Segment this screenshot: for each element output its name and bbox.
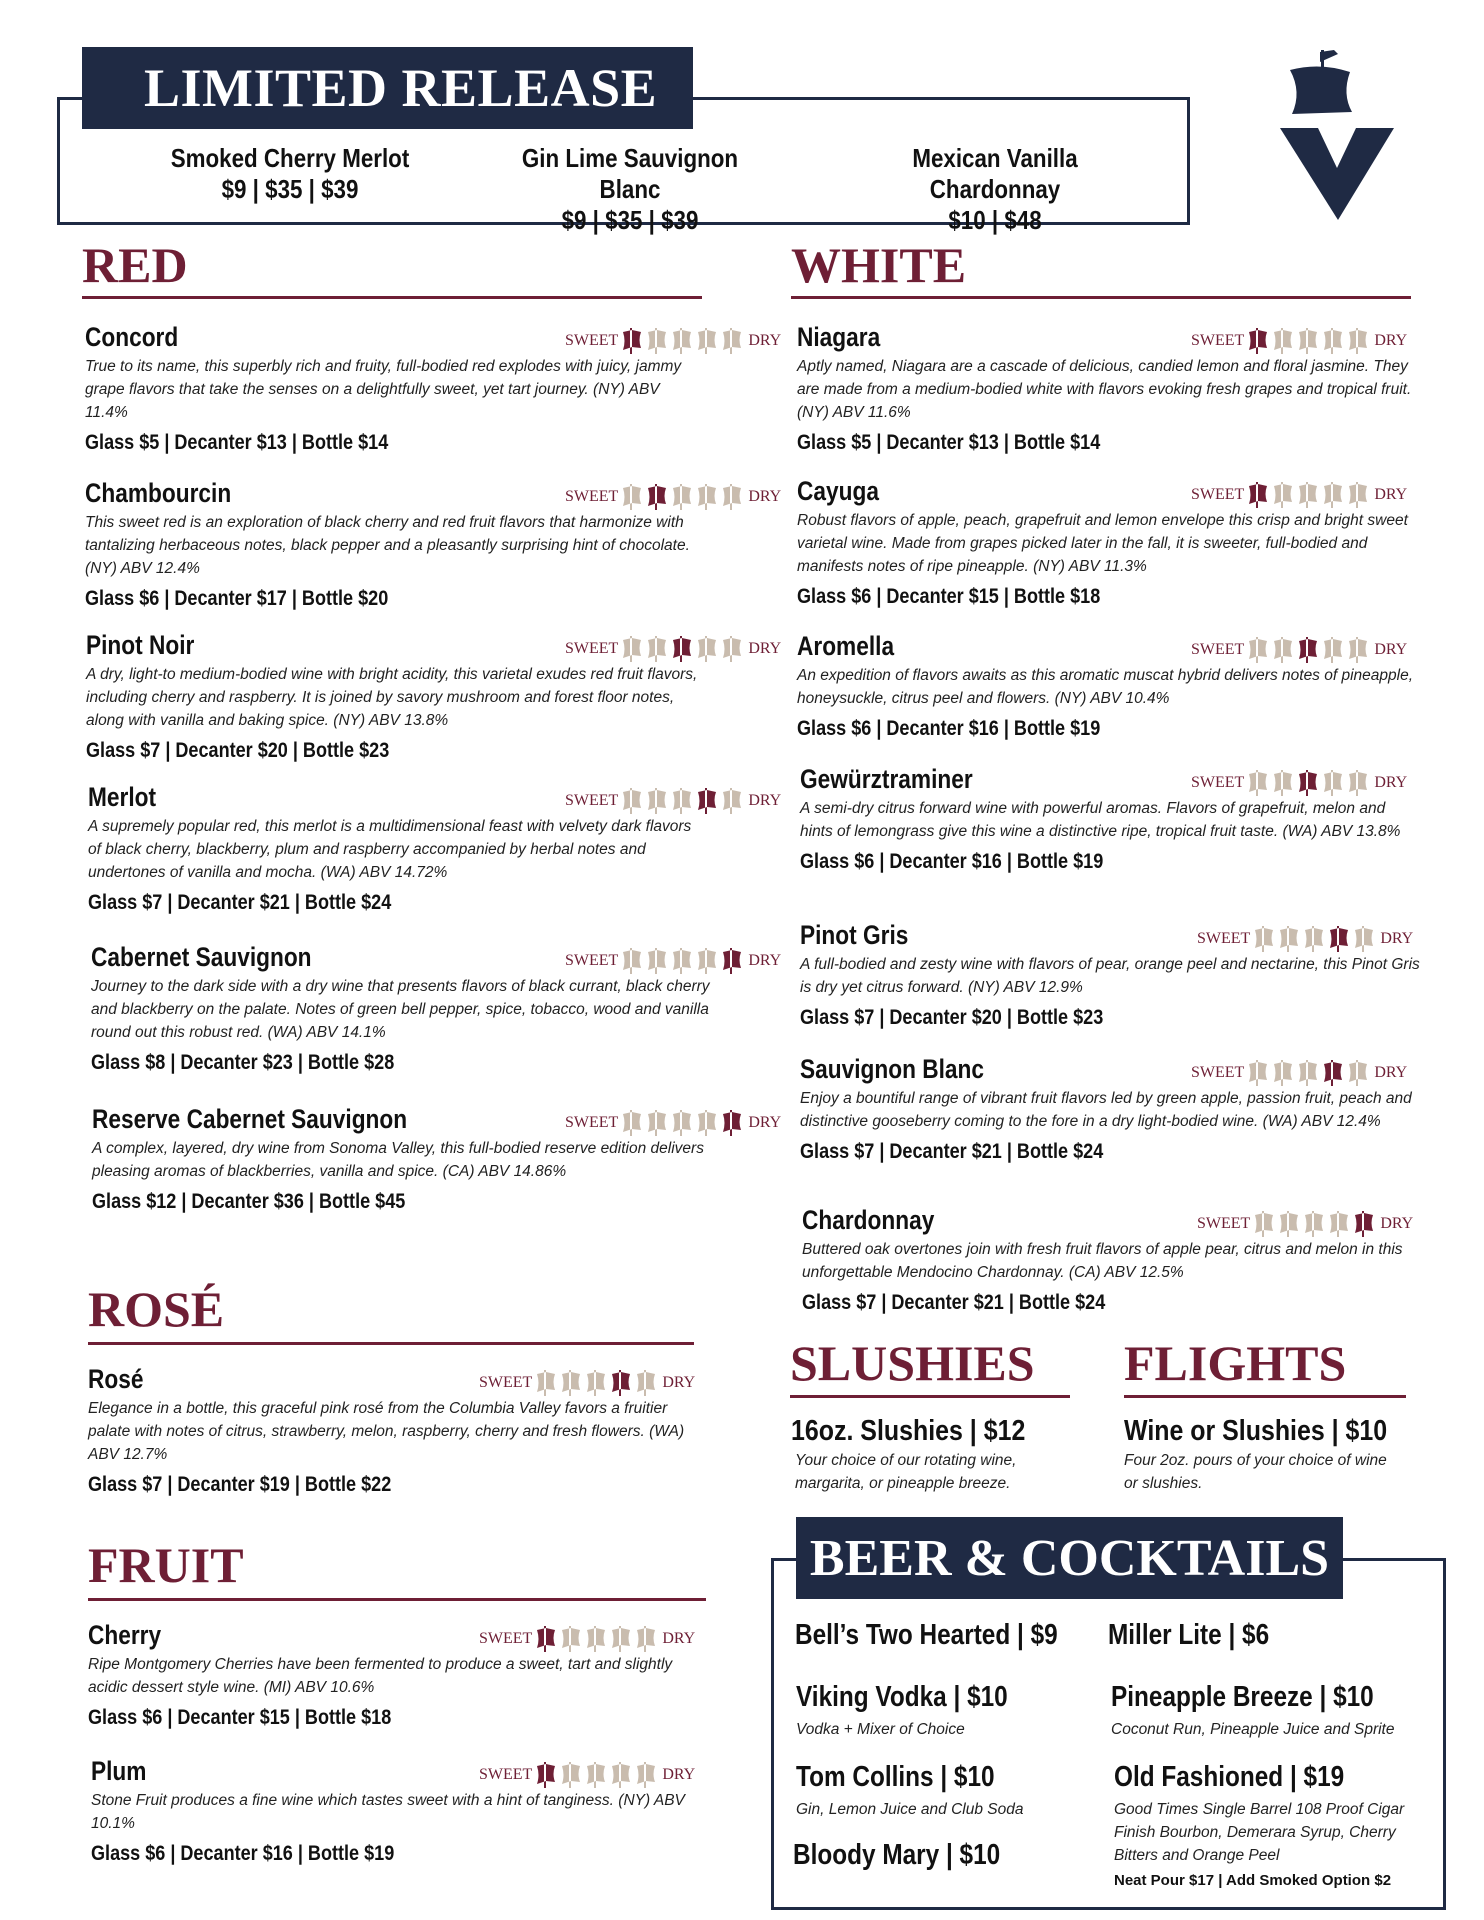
- limited-item-name: Mexican Vanilla Chardonnay: [912, 143, 1078, 204]
- sweetness-flag-icon: [620, 948, 644, 974]
- sweetness-flag-icon: [1271, 1060, 1295, 1086]
- sweetness-flag-active-icon: [1327, 926, 1351, 952]
- sweetness-flags: [620, 484, 745, 510]
- sweet-label: SWEET: [565, 332, 619, 349]
- sweetness-flag-icon: [1246, 1060, 1270, 1086]
- sweetness-flag-icon: [534, 1370, 558, 1396]
- dry-label: DRY: [1374, 774, 1408, 791]
- wine-price: Glass $6 | Decanter $15 | Bottle $18: [88, 1706, 392, 1729]
- dry-label: DRY: [1380, 1215, 1414, 1232]
- sweet-label: SWEET: [1191, 486, 1245, 503]
- bc-item-bells: [795, 1618, 1108, 1652]
- sweetness-flag-icon: [620, 788, 644, 814]
- sweetness-flag-active-icon: [695, 788, 719, 814]
- wine-description: A supremely popular red, this merlot is a multidimensional feast with velvety dark flavors of black cherry, blackberry, plum and raspberry accompanied by herbal notes and undertones of vanilla and mocha. (WA) ABV 14.72%: [88, 818, 692, 881]
- sweetness-flags: [1252, 926, 1377, 952]
- wine-description: Robust flavors of apple, peach, grapefruit and lemon envelope this crisp and bright sweet varietal wine. Made from grapes picked later in the fall, it is sweeter, full-bodied and manifests notes of ripe pineapple. (NY) ABV 11.3%: [797, 512, 1408, 575]
- bc-item-desc: Gin, Lemon Juice and Club Soda: [796, 1801, 1024, 1818]
- dry-label: DRY: [748, 332, 782, 349]
- sweet-label: SWEET: [1191, 641, 1245, 658]
- sweetness-flags: [620, 948, 745, 974]
- sweetness-flags: [620, 788, 745, 814]
- sweetness-scale: [565, 328, 781, 354]
- wine-name: Concord: [85, 322, 179, 352]
- sweetness-flags: [534, 1762, 659, 1788]
- limited-item-price: $9 | $35 | $39: [221, 174, 359, 204]
- bc-item-name: Bloody Mary | $10: [793, 1839, 1001, 1871]
- sweetness-scale: [479, 1370, 695, 1396]
- sweetness-flag-icon: [670, 1110, 694, 1136]
- fruit-section-rule: [88, 1598, 706, 1601]
- wine-price: Glass $7 | Decanter $19 | Bottle $22: [88, 1473, 392, 1496]
- sweet-label: SWEET: [565, 792, 619, 809]
- sweetness-flag-active-icon: [1296, 637, 1320, 663]
- limited-item-3: [853, 143, 1137, 236]
- sweet-label: SWEET: [1191, 774, 1245, 791]
- sweetness-flags: [620, 636, 745, 662]
- rose-section-title: ROSÉ: [88, 1281, 225, 1337]
- sweetness-flag-icon: [645, 328, 669, 354]
- bc-item-name: Viking Vodka | $10: [796, 1681, 1008, 1713]
- sweetness-flag-icon: [1246, 637, 1270, 663]
- viking-ship-logo-icon: [1280, 48, 1394, 220]
- wine-name: Cherry: [88, 1620, 162, 1650]
- dry-label: DRY: [1374, 486, 1408, 503]
- dry-label: DRY: [1380, 930, 1414, 947]
- sweetness-scale: [479, 1762, 695, 1788]
- sweetness-flags: [620, 328, 745, 354]
- sweetness-flag-active-icon: [720, 948, 744, 974]
- wine-item: [85, 476, 782, 613]
- sweetness-flags: [1246, 482, 1371, 508]
- wine-name: Aromella: [797, 631, 895, 661]
- sweetness-flag-icon: [670, 948, 694, 974]
- bc-item-name: Tom Collins | $10: [796, 1761, 995, 1793]
- sweetness-flag-icon: [645, 948, 669, 974]
- sweetness-flag-icon: [1246, 770, 1270, 796]
- wine-item: [92, 1102, 782, 1216]
- sweetness-flag-icon: [1296, 1060, 1320, 1086]
- sweetness-flags: [1246, 770, 1371, 796]
- dry-label: DRY: [748, 952, 782, 969]
- wine-name: Sauvignon Blanc: [800, 1054, 984, 1084]
- sweetness-flag-icon: [620, 484, 644, 510]
- sweetness-scale: [1197, 926, 1413, 952]
- wine-description: A semi-dry citrus forward wine with powerful aromas. Flavors of grapefruit, melon and hints of lemongrass give this wine a distinctive ripe, tropical fruit taste. (WA) ABV 13.8%: [800, 800, 1401, 840]
- wine-description: Aptly named, Niagara are a cascade of delicious, candied lemon and floral jasmine. They are made from a medium-bodied white with flavors evoking fresh grapes and tropical fruit. (NY) ABV 11.6%: [797, 358, 1412, 421]
- sweetness-flag-active-icon: [1246, 328, 1270, 354]
- wine-item: [85, 320, 782, 457]
- sweetness-flag-icon: [720, 788, 744, 814]
- sweet-label: SWEET: [1197, 930, 1251, 947]
- wine-price: Glass $5 | Decanter $13 | Bottle $14: [85, 431, 389, 454]
- sweetness-flag-active-icon: [534, 1626, 558, 1652]
- sweet-label: SWEET: [479, 1766, 533, 1783]
- red-section-rule: [82, 296, 702, 299]
- sweetness-flag-active-icon: [1321, 1060, 1345, 1086]
- sweetness-flag-icon: [1346, 482, 1370, 508]
- wine-description: A dry, light-to medium-bodied wine with bright acidity, this varietal exudes red fruit flavors, including cherry and raspberry. It is joined by savory mushroom and forest floor notes, along with vanilla and baking spice. (NY) ABV 13.8%: [86, 666, 698, 729]
- sweetness-flag-icon: [1302, 926, 1326, 952]
- white-section-rule: [791, 296, 1411, 299]
- sweetness-flag-icon: [1252, 1211, 1276, 1237]
- sweet-label: SWEET: [565, 1114, 619, 1131]
- dry-label: DRY: [748, 792, 782, 809]
- sweetness-flag-icon: [1277, 1211, 1301, 1237]
- sweet-label: SWEET: [565, 488, 619, 505]
- sweetness-flag-icon: [695, 484, 719, 510]
- limited-release-title: LIMITED RELEASE: [82, 47, 693, 129]
- sweetness-flag-icon: [1271, 482, 1295, 508]
- sweetness-flag-icon: [645, 1110, 669, 1136]
- sweetness-flag-icon: [695, 636, 719, 662]
- wine-name: Chambourcin: [85, 478, 232, 508]
- bc-item-desc: Good Times Single Barrel 108 Proof Cigar Finish Bourbon, Demerara Syrup, Cherry Bitters and Orange Peel: [1114, 1801, 1405, 1864]
- sweetness-flag-active-icon: [645, 484, 669, 510]
- sweetness-flag-active-icon: [1246, 482, 1270, 508]
- limited-item-price: $9 | $35 | $39: [561, 205, 699, 235]
- dry-label: DRY: [1374, 1064, 1408, 1081]
- sweetness-flag-icon: [559, 1626, 583, 1652]
- sweet-label: SWEET: [1191, 332, 1245, 349]
- dry-label: DRY: [1374, 641, 1408, 658]
- wine-price: Glass $7 | Decanter $21 | Bottle $24: [802, 1291, 1106, 1314]
- bc-item-desc: Coconut Run, Pineapple Juice and Sprite: [1111, 1721, 1395, 1738]
- wine-price: Glass $6 | Decanter $16 | Bottle $19: [800, 850, 1104, 873]
- wine-price: Glass $7 | Decanter $21 | Bottle $24: [88, 891, 392, 914]
- slushies-desc: Your choice of our rotating wine, margarita, or pineapple breeze.: [795, 1452, 1017, 1492]
- sweetness-flag-icon: [634, 1762, 658, 1788]
- wine-price: Glass $6 | Decanter $16 | Bottle $19: [91, 1842, 395, 1865]
- fruit-section-title: FRUIT: [88, 1537, 244, 1593]
- sweetness-scale: [565, 1110, 781, 1136]
- wine-description: This sweet red is an exploration of black cherry and red fruit flavors that harmonize with tantalizing herbaceous notes, black pepper and a pleasantly surprising hint of chocolate. (NY) ABV 12.4%: [85, 514, 690, 577]
- sweetness-flag-icon: [620, 1110, 644, 1136]
- sweetness-flag-icon: [1321, 770, 1345, 796]
- sweetness-flag-active-icon: [534, 1762, 558, 1788]
- dry-label: DRY: [1374, 332, 1408, 349]
- wine-name: Plum: [91, 1756, 147, 1786]
- sweetness-flag-icon: [584, 1626, 608, 1652]
- sweet-label: SWEET: [479, 1630, 533, 1647]
- dry-label: DRY: [748, 1114, 782, 1131]
- slushies-item: 16oz. Slushies | $12: [791, 1415, 1026, 1447]
- wine-item: [797, 629, 1417, 743]
- sweetness-scale: [565, 484, 781, 510]
- sweetness-flags: [1246, 1060, 1371, 1086]
- sweetness-flag-icon: [670, 788, 694, 814]
- wine-price: Glass $8 | Decanter $23 | Bottle $28: [91, 1051, 395, 1074]
- bc-item-tom-collins: [796, 1760, 1096, 1821]
- wine-price: Glass $6 | Decanter $16 | Bottle $19: [797, 717, 1101, 740]
- wine-item: [800, 762, 1420, 876]
- sweetness-flag-icon: [1277, 926, 1301, 952]
- beer-cocktails-title: BEER & COCKTAILS: [796, 1517, 1343, 1599]
- sweetness-scale: [1191, 637, 1407, 663]
- sweetness-scale: [1191, 328, 1407, 354]
- wine-item: [91, 1754, 711, 1868]
- wine-price: Glass $6 | Decanter $15 | Bottle $18: [797, 585, 1101, 608]
- sweetness-flag-icon: [1321, 482, 1345, 508]
- wine-name: Chardonnay: [802, 1205, 935, 1235]
- sweetness-flag-icon: [1271, 328, 1295, 354]
- sweetness-flag-icon: [609, 1762, 633, 1788]
- sweetness-flag-active-icon: [1352, 1211, 1376, 1237]
- wine-price: Glass $5 | Decanter $13 | Bottle $14: [797, 431, 1101, 454]
- sweetness-scale: [1191, 770, 1407, 796]
- sweet-label: SWEET: [1197, 1215, 1251, 1232]
- bc-item-pineapple-breeze: [1111, 1680, 1441, 1741]
- sweetness-flag-icon: [634, 1370, 658, 1396]
- wine-name: Cayuga: [797, 476, 879, 506]
- sweetness-flags: [1252, 1211, 1377, 1237]
- wine-description: True to its name, this superbly rich and fruity, full-bodied red explodes with juicy, jammy grape flavors that take the senses on a delightfully sweet, yet tart journey. (NY) ABV 11.4%: [85, 358, 682, 421]
- sweetness-scale: [479, 1626, 695, 1652]
- sweetness-flag-active-icon: [609, 1370, 633, 1396]
- wine-item: [91, 940, 782, 1077]
- wine-item: [86, 628, 782, 765]
- white-section-title: WHITE: [791, 237, 967, 293]
- sweetness-flag-icon: [1321, 328, 1345, 354]
- wine-item: [88, 1362, 708, 1499]
- sweetness-flag-icon: [1346, 1060, 1370, 1086]
- wine-name: Reserve Cabernet Sauvignon: [92, 1104, 408, 1134]
- sweetness-flag-icon: [1346, 637, 1370, 663]
- wine-description: Elegance in a bottle, this graceful pink rosé from the Columbia Valley favors a fruitier palate with notes of citrus, strawberry, melon, raspberry, cherry and fresh flowers. (WA) ABV 12.7%: [88, 1400, 685, 1463]
- wine-item: [800, 1052, 1420, 1166]
- sweetness-flag-icon: [584, 1370, 608, 1396]
- sweetness-flag-icon: [645, 788, 669, 814]
- sweetness-flag-icon: [1296, 482, 1320, 508]
- sweetness-flag-active-icon: [620, 328, 644, 354]
- bc-item-old-fashioned: [1114, 1760, 1436, 1891]
- wine-item: [88, 1618, 708, 1732]
- sweetness-scale: [565, 948, 781, 974]
- sweetness-flag-icon: [1346, 328, 1370, 354]
- sweet-label: SWEET: [1191, 1064, 1245, 1081]
- wine-price: Glass $7 | Decanter $21 | Bottle $24: [800, 1140, 1104, 1163]
- wine-item: [797, 320, 1417, 457]
- wine-description: An expedition of flavors awaits as this aromatic muscat hybrid delivers notes of pineapple, honeysuckle, citrus peel and flowers. (NY) ABV 10.4%: [797, 667, 1414, 707]
- wine-description: Stone Fruit produces a fine wine which tastes sweet with a hint of tanginess. (NY) ABV 10.1%: [91, 1792, 685, 1832]
- dry-label: DRY: [662, 1630, 696, 1647]
- wine-name: Niagara: [797, 322, 881, 352]
- sweetness-flag-icon: [1271, 637, 1295, 663]
- wine-price: Glass $7 | Decanter $20 | Bottle $23: [86, 739, 390, 762]
- sweetness-flag-icon: [645, 636, 669, 662]
- sweetness-flag-icon: [1302, 1211, 1326, 1237]
- limited-item-2: [492, 143, 767, 236]
- bc-item-name: Miller Lite | $6: [1108, 1619, 1270, 1651]
- flights-section-title: FLIGHTS: [1124, 1335, 1347, 1391]
- sweetness-flag-icon: [634, 1626, 658, 1652]
- limited-item-name: Gin Lime Sauvignon Blanc: [521, 143, 739, 204]
- sweetness-flags: [1246, 328, 1371, 354]
- bc-item-bloody-mary: [793, 1838, 1040, 1872]
- wine-name: Cabernet Sauvignon: [91, 942, 312, 972]
- sweetness-flag-icon: [670, 328, 694, 354]
- sweetness-flag-active-icon: [670, 636, 694, 662]
- slushies-section-title: SLUSHIES: [790, 1335, 1035, 1391]
- wine-name: Gewürztraminer: [800, 764, 973, 794]
- sweetness-scale: [1197, 1211, 1413, 1237]
- flights-desc: Four 2oz. pours of your choice of wine or slushies.: [1124, 1452, 1387, 1492]
- wine-price: Glass $7 | Decanter $20 | Bottle $23: [800, 1006, 1104, 1029]
- bc-item-miller: [1108, 1618, 1300, 1652]
- sweet-label: SWEET: [565, 952, 619, 969]
- wine-price: Glass $12 | Decanter $36 | Bottle $45: [92, 1190, 406, 1213]
- sweetness-flags: [620, 1110, 745, 1136]
- wine-item: [88, 780, 782, 917]
- dry-label: DRY: [662, 1374, 696, 1391]
- bc-item-name: Old Fashioned | $19: [1114, 1761, 1345, 1793]
- wine-item: [800, 918, 1420, 1032]
- sweetness-flags: [534, 1370, 659, 1396]
- sweetness-flag-active-icon: [1296, 770, 1320, 796]
- sweetness-flag-icon: [720, 328, 744, 354]
- limited-item-price: $10 | $48: [948, 205, 1042, 235]
- sweetness-flag-icon: [1352, 926, 1376, 952]
- sweetness-flag-icon: [1327, 1211, 1351, 1237]
- sweetness-scale: [1191, 482, 1407, 508]
- limited-item-1: [170, 143, 411, 205]
- flights-item: Wine or Slushies | $10: [1124, 1415, 1388, 1447]
- bc-item-name: Bell’s Two Hearted | $9: [795, 1619, 1058, 1651]
- sweetness-flag-icon: [584, 1762, 608, 1788]
- sweetness-flag-icon: [1346, 770, 1370, 796]
- limited-item-name: Smoked Cherry Merlot: [170, 143, 410, 173]
- sweetness-scale: [565, 636, 781, 662]
- sweetness-flags: [534, 1626, 659, 1652]
- wine-item: [802, 1203, 1422, 1317]
- wine-item: [797, 474, 1417, 611]
- wine-description: Ripe Montgomery Cherries have been fermented to produce a sweet, tart and slightly acidic dessert style wine. (MI) ABV 10.6%: [88, 1656, 673, 1696]
- wine-description: A full-bodied and zesty wine with flavors of pear, orange peel and nectarine, this Pinot Gris is dry yet citrus forward. (NY) ABV 12.9%: [800, 956, 1420, 996]
- sweetness-flag-icon: [720, 636, 744, 662]
- sweetness-flag-icon: [559, 1370, 583, 1396]
- wine-description: Enjoy a bountiful range of vibrant fruit flavors led by green apple, passion fruit, peach and distinctive gooseberry coming to the fore in a dry light-bodied wine. (WA) ABV 12.4%: [800, 1090, 1412, 1130]
- wine-name: Merlot: [88, 782, 157, 812]
- dry-label: DRY: [748, 488, 782, 505]
- wine-name: Pinot Gris: [800, 920, 909, 950]
- sweetness-flag-icon: [609, 1626, 633, 1652]
- dry-label: DRY: [662, 1766, 696, 1783]
- sweetness-scale: [1191, 1060, 1407, 1086]
- bc-item-desc: Vodka + Mixer of Choice: [796, 1721, 965, 1738]
- bc-item-name: Pineapple Breeze | $10: [1111, 1681, 1374, 1713]
- wine-description: A complex, layered, dry wine from Sonoma Valley, this full-bodied reserve edition delivers pleasing aromas of blackberries, vanilla and spice. (CA) ABV 14.86%: [92, 1140, 704, 1180]
- red-section-title: RED: [82, 237, 188, 293]
- sweetness-flag-icon: [1271, 770, 1295, 796]
- sweetness-flag-icon: [670, 484, 694, 510]
- bc-item-viking-vodka: [796, 1680, 1096, 1741]
- wine-price: Glass $6 | Decanter $17 | Bottle $20: [85, 587, 389, 610]
- sweetness-scale: [565, 788, 781, 814]
- sweetness-flags: [1246, 637, 1371, 663]
- sweetness-flag-icon: [620, 636, 644, 662]
- dry-label: DRY: [748, 640, 782, 657]
- sweetness-flag-icon: [1296, 328, 1320, 354]
- sweetness-flag-active-icon: [720, 1110, 744, 1136]
- wine-description: Buttered oak overtones join with fresh fruit flavors of apple pear, citrus and melon in this unforgettable Mendocino Chardonnay. (CA) ABV 12.5%: [802, 1241, 1403, 1281]
- sweetness-flag-icon: [1252, 926, 1276, 952]
- rose-section-rule: [88, 1342, 694, 1345]
- wine-name: Rosé: [88, 1364, 144, 1394]
- sweetness-flag-icon: [695, 948, 719, 974]
- slushies-section-rule: [790, 1395, 1070, 1398]
- flights-section-rule: [1124, 1395, 1406, 1398]
- sweetness-flag-icon: [695, 328, 719, 354]
- sweet-label: SWEET: [565, 640, 619, 657]
- bc-item-note: Neat Pour $17 | Add Smoked Option $2: [1114, 1872, 1392, 1889]
- wine-name: Pinot Noir: [86, 630, 195, 660]
- sweetness-flag-icon: [559, 1762, 583, 1788]
- sweetness-flag-icon: [695, 1110, 719, 1136]
- sweetness-flag-icon: [720, 484, 744, 510]
- sweet-label: SWEET: [479, 1374, 533, 1391]
- sweetness-flag-icon: [1321, 637, 1345, 663]
- wine-description: Journey to the dark side with a dry wine that presents flavors of black currant, black cherry and blackberry on the palate. Notes of green bell pepper, spice, tobacco, wood and vanilla round out this robust red. (WA) ABV 14.1%: [91, 978, 710, 1041]
